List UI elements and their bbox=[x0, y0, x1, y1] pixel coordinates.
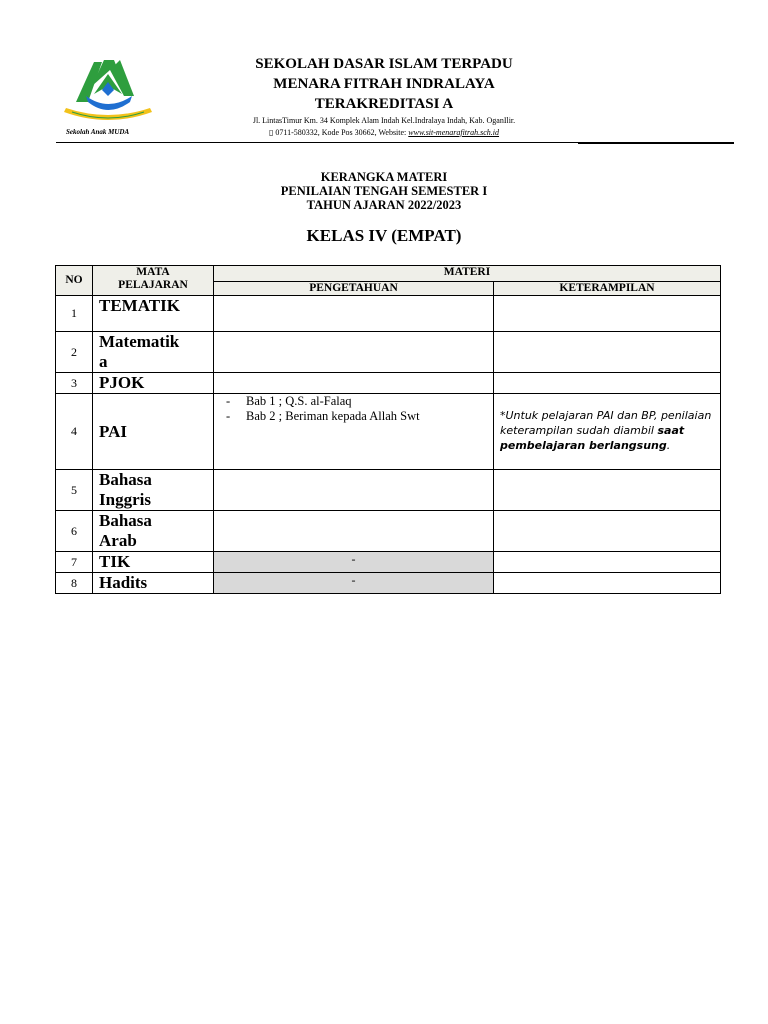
list-dash: - bbox=[226, 409, 231, 423]
header-subject-l2: PELAJARAN bbox=[118, 279, 188, 291]
row-subject-l1: Bahasa bbox=[99, 511, 152, 530]
table-row bbox=[56, 470, 721, 511]
table-header-row bbox=[56, 266, 721, 282]
header-no: NO bbox=[56, 266, 93, 296]
row-knowledge bbox=[214, 332, 494, 373]
row-subject-l1: Matematik bbox=[99, 332, 180, 351]
row-subject: TIK bbox=[93, 552, 214, 573]
row-knowledge bbox=[214, 470, 494, 511]
school-name-line2: MENARA FITRAH INDRALAYA bbox=[273, 76, 495, 92]
row-subject bbox=[93, 470, 214, 511]
list-item bbox=[214, 394, 493, 409]
row-subject: TEMATIK bbox=[93, 296, 214, 332]
row-subject bbox=[93, 332, 214, 373]
row-skill bbox=[494, 573, 721, 594]
table-row bbox=[56, 552, 721, 573]
list-dash: - bbox=[226, 394, 231, 408]
materials-table bbox=[55, 265, 721, 594]
row-knowledge bbox=[214, 511, 494, 552]
note-text: *Untuk pelajaran PAI dan BP, penilaian keterampilan sudah diambil bbox=[500, 409, 712, 437]
row-no: 3 bbox=[56, 373, 93, 394]
doc-title-3: TAHUN AJARAN 2022/2023 bbox=[306, 198, 462, 212]
table-row bbox=[56, 296, 721, 332]
doc-title-2: PENILAIAN TENGAH SEMESTER I bbox=[280, 184, 488, 198]
note-end: . bbox=[666, 439, 671, 452]
doc-title-1: KERANGKA MATERI bbox=[320, 170, 448, 184]
row-knowledge bbox=[214, 373, 494, 394]
row-knowledge: - bbox=[214, 552, 494, 573]
row-no: 7 bbox=[56, 552, 93, 573]
header-divider-accent bbox=[578, 142, 734, 144]
school-name-line1: SEKOLAH DASAR ISLAM TERPADU bbox=[255, 56, 513, 72]
accreditation: TERAKREDITASI A bbox=[314, 96, 454, 112]
table-row bbox=[56, 332, 721, 373]
row-no: 1 bbox=[56, 296, 93, 332]
school-address: Jl. LintasTimur Km. 34 Komplek Alam Indah Kel.Indralaya Indah, Kab. OganIlir. bbox=[252, 116, 516, 125]
row-no: 6 bbox=[56, 511, 93, 552]
note-emphasis: saat pembelajaran berlangsung bbox=[500, 424, 685, 452]
row-knowledge bbox=[214, 296, 494, 332]
table-row bbox=[56, 511, 721, 552]
logo-motto: Sekolah Anak MUDA bbox=[66, 128, 130, 136]
row-knowledge: - bbox=[214, 573, 494, 594]
row-subject-l2: a bbox=[99, 352, 108, 371]
pai-topic-list bbox=[214, 394, 493, 424]
table-row bbox=[56, 394, 721, 470]
row-subject-l2: Arab bbox=[99, 531, 137, 550]
website-link[interactable]: www.sit-menarafitrah.sch.id bbox=[408, 128, 500, 137]
table-row bbox=[56, 573, 721, 594]
header-subject-l1: MATA bbox=[136, 266, 170, 278]
row-no: 8 bbox=[56, 573, 93, 594]
row-skill bbox=[494, 332, 721, 373]
header-subject bbox=[93, 266, 214, 296]
class-title: KELAS IV (EMPAT) bbox=[306, 226, 462, 245]
list-item-text: Bab 1 ; Q.S. al-Falaq bbox=[246, 394, 352, 408]
pai-skill-note bbox=[494, 394, 721, 470]
row-subject-l1: Bahasa bbox=[99, 470, 152, 489]
row-skill bbox=[494, 296, 721, 332]
list-item bbox=[214, 409, 493, 424]
table-row bbox=[56, 373, 721, 394]
school-contact bbox=[0, 128, 768, 137]
header-skill: KETERAMPILAN bbox=[494, 282, 721, 296]
row-no: 5 bbox=[56, 470, 93, 511]
row-skill bbox=[494, 470, 721, 511]
row-skill bbox=[494, 552, 721, 573]
row-subject: Hadits bbox=[93, 573, 214, 594]
header-materi: MATERI bbox=[214, 266, 721, 282]
row-knowledge bbox=[214, 394, 494, 470]
list-item-text: Bab 2 ; Beriman kepada Allah Swt bbox=[246, 409, 420, 423]
row-subject: PAI bbox=[93, 394, 214, 470]
row-no: 4 bbox=[56, 394, 93, 470]
row-skill bbox=[494, 511, 721, 552]
row-subject bbox=[93, 511, 214, 552]
header-knowledge: PENGETAHUAN bbox=[214, 282, 494, 296]
row-subject-l2: Inggris bbox=[99, 490, 151, 509]
contact-text: ▯ 0711-580332, Kode Pos 30662, Website: bbox=[268, 128, 409, 137]
row-subject: PJOK bbox=[93, 373, 214, 394]
row-no: 2 bbox=[56, 332, 93, 373]
row-skill bbox=[494, 373, 721, 394]
